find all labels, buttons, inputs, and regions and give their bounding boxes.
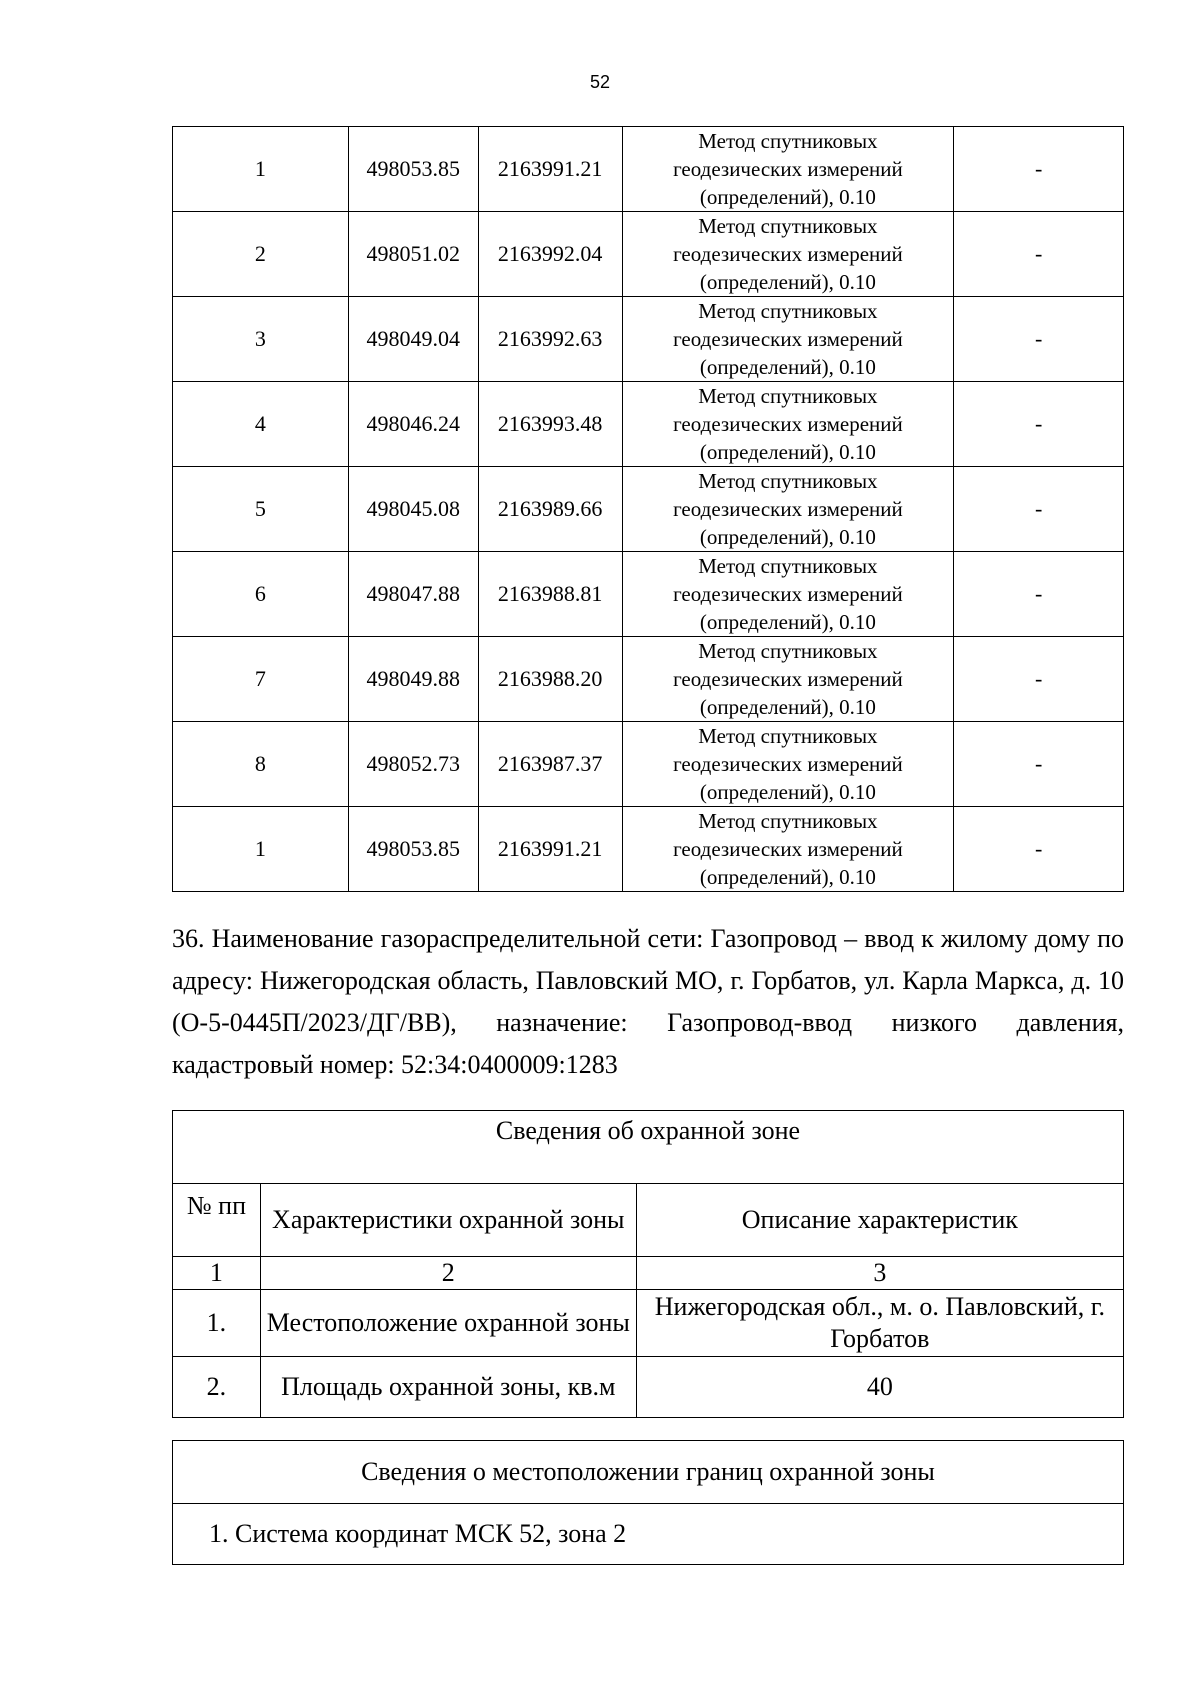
extra-cell: -: [954, 722, 1124, 807]
method-cell: [622, 552, 954, 637]
protection-zone-table: [172, 1110, 1124, 1418]
coordinates-table: [172, 126, 1124, 892]
method-line: Метод спутниковых: [698, 384, 878, 408]
method-cell: [622, 212, 954, 297]
row-number: 2.: [173, 1357, 261, 1418]
boundaries-table-title: Сведения о местоположении границ охранной зоны: [173, 1441, 1124, 1504]
method-line: Метод спутниковых: [698, 299, 878, 323]
method-line: (определений), 0.10: [699, 780, 876, 804]
x-coordinate-cell: 498047.88: [348, 552, 478, 637]
x-coordinate-cell: 498049.88: [348, 637, 478, 722]
method-line: (определений), 0.10: [699, 270, 876, 294]
table-row: [173, 467, 1124, 552]
table-row: [173, 722, 1124, 807]
method-line: (определений), 0.10: [699, 355, 876, 379]
numbering-cell: 1: [173, 1257, 261, 1290]
point-number-cell: 7: [173, 637, 349, 722]
method-line: Метод спутниковых: [698, 724, 878, 748]
x-coordinate-cell: 498052.73: [348, 722, 478, 807]
y-coordinate-cell: 2163987.37: [478, 722, 622, 807]
point-number-cell: 5: [173, 467, 349, 552]
numbering-cell: 2: [260, 1257, 636, 1290]
header-description: Описание характеристик: [636, 1184, 1123, 1257]
method-cell: [622, 722, 954, 807]
y-coordinate-cell: 2163992.63: [478, 297, 622, 382]
method-line: Метод спутниковых: [698, 214, 878, 238]
row-description: Нижегородская обл., м. о. Павловский, г. Горбатов: [636, 1290, 1123, 1357]
method-line: (определений), 0.10: [699, 610, 876, 634]
point-number-cell: 2: [173, 212, 349, 297]
method-line: геодезических измерений: [673, 327, 903, 351]
method-line: (определений), 0.10: [699, 865, 876, 889]
y-coordinate-cell: 2163991.21: [478, 127, 622, 212]
table-row: [173, 127, 1124, 212]
method-line: (определений), 0.10: [699, 525, 876, 549]
y-coordinate-cell: 2163988.81: [478, 552, 622, 637]
method-line: геодезических измерений: [673, 242, 903, 266]
extra-cell: -: [954, 127, 1124, 212]
coordinate-system-item: 1. Система координат МСК 52, зона 2: [173, 1504, 1124, 1565]
extra-cell: -: [954, 552, 1124, 637]
point-number-cell: 6: [173, 552, 349, 637]
point-number-cell: 1: [173, 127, 349, 212]
table-row: [173, 637, 1124, 722]
x-coordinate-cell: 498049.04: [348, 297, 478, 382]
method-line: Метод спутниковых: [698, 639, 878, 663]
method-line: геодезических измерений: [673, 412, 903, 436]
method-line: (определений), 0.10: [699, 695, 876, 719]
row-description: 40: [636, 1357, 1123, 1418]
table-row: [173, 212, 1124, 297]
zone-table-title: Сведения об охранной зоне: [173, 1111, 1124, 1184]
table-row: [173, 297, 1124, 382]
point-number-cell: 3: [173, 297, 349, 382]
y-coordinate-cell: 2163989.66: [478, 467, 622, 552]
table-row: [173, 382, 1124, 467]
extra-cell: -: [954, 382, 1124, 467]
point-number-cell: 4: [173, 382, 349, 467]
method-line: Метод спутниковых: [698, 554, 878, 578]
method-line: геодезических измерений: [673, 582, 903, 606]
row-characteristic: Местоположение охранной зоны: [260, 1290, 636, 1357]
extra-cell: -: [954, 637, 1124, 722]
point-number-cell: 8: [173, 722, 349, 807]
x-coordinate-cell: 498045.08: [348, 467, 478, 552]
page-number: 52: [589, 72, 611, 92]
method-cell: [622, 467, 954, 552]
method-line: Метод спутниковых: [698, 469, 878, 493]
method-line: (определений), 0.10: [699, 440, 876, 464]
extra-cell: -: [954, 212, 1124, 297]
method-cell: [622, 297, 954, 382]
method-line: Метод спутниковых: [698, 129, 878, 153]
zone-description-paragraph: 36. Наименование газораспределительной сети: Газопровод – ввод к жилому дому по адресу: Нижегородская область, Павловский МО, г. Горбатов, ул. Карла Маркса, д. 10 (О-5-0445П/2023/ДГ/ВВ), назначение: Газопровод-ввод низкого давления, кадастровый номер: 52:34:0400009:1283: [172, 924, 1124, 1079]
header-characteristics: Характеристики охранной зоны: [260, 1184, 636, 1257]
extra-cell: -: [954, 297, 1124, 382]
method-line: Метод спутниковых: [698, 809, 878, 833]
x-coordinate-cell: 498053.85: [348, 807, 478, 892]
x-coordinate-cell: 498046.24: [348, 382, 478, 467]
method-cell: [622, 637, 954, 722]
method-line: геодезических измерений: [673, 837, 903, 861]
numbering-cell: 3: [636, 1257, 1123, 1290]
header-number: № пп: [173, 1184, 261, 1257]
x-coordinate-cell: 498053.85: [348, 127, 478, 212]
method-line: геодезических измерений: [673, 157, 903, 181]
point-number-cell: 1: [173, 807, 349, 892]
y-coordinate-cell: 2163993.48: [478, 382, 622, 467]
method-line: геодезических измерений: [673, 497, 903, 521]
method-line: геодезических измерений: [673, 752, 903, 776]
boundaries-table: [172, 1440, 1124, 1565]
method-cell: [622, 127, 954, 212]
table-row: [173, 552, 1124, 637]
method-line: геодезических измерений: [673, 667, 903, 691]
y-coordinate-cell: 2163988.20: [478, 637, 622, 722]
table-row: [173, 807, 1124, 892]
method-line: (определений), 0.10: [699, 185, 876, 209]
method-cell: [622, 807, 954, 892]
row-number: 1.: [173, 1290, 261, 1357]
extra-cell: -: [954, 467, 1124, 552]
extra-cell: -: [954, 807, 1124, 892]
method-cell: [622, 382, 954, 467]
y-coordinate-cell: 2163992.04: [478, 212, 622, 297]
row-characteristic: Площадь охранной зоны, кв.м: [260, 1357, 636, 1418]
x-coordinate-cell: 498051.02: [348, 212, 478, 297]
y-coordinate-cell: 2163991.21: [478, 807, 622, 892]
